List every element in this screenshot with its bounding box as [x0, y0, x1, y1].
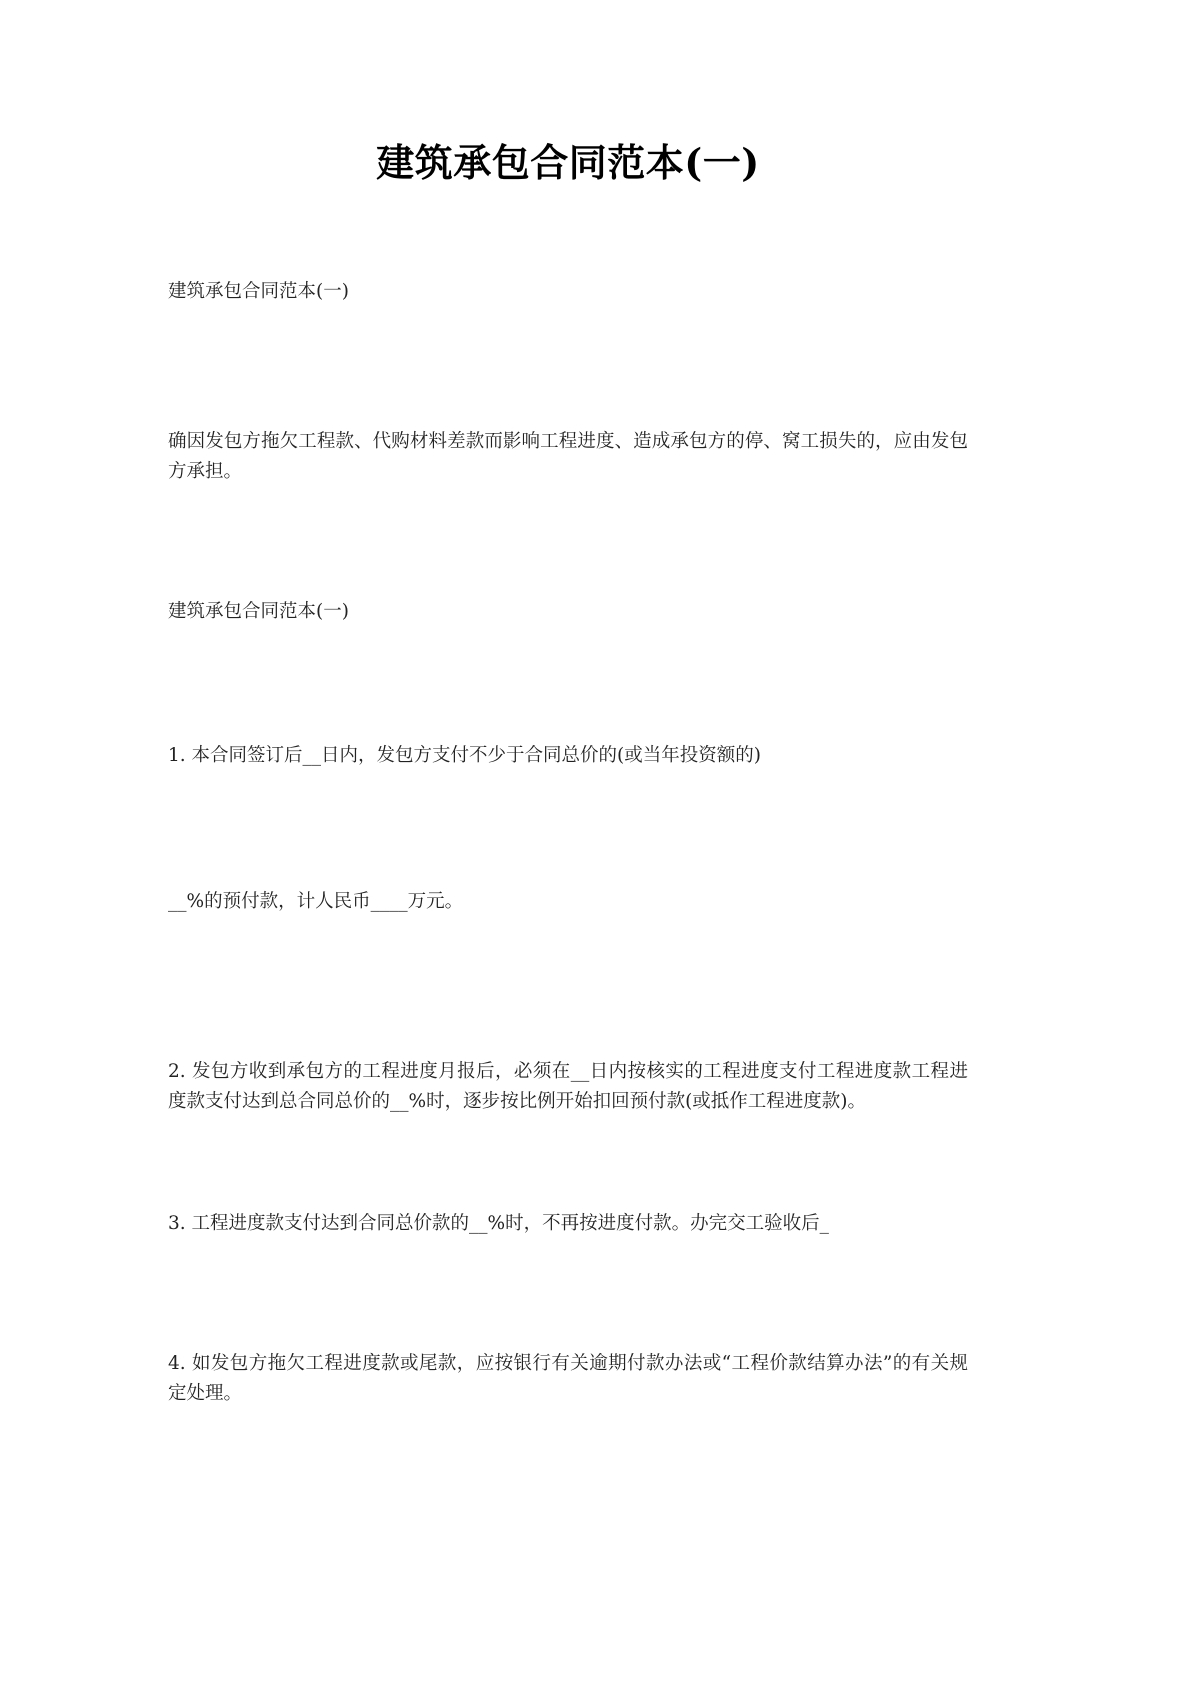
paragraph-clause-3: 3. 工程进度款支付达到合同总价款的__%时，不再按进度付款。办完交工验收后_	[168, 1212, 829, 1234]
paragraph-clause-1: 1. 本合同签订后__日内，发包方支付不少于合同总价的(或当年投资额的)	[168, 744, 761, 766]
paragraph-clause-intro: 确因发包方拖欠工程款、代购材料差款而影响工程进度、造成承包方的停、窝工损失的，应由发包方承担。	[168, 430, 968, 482]
paragraph-heading-repeat-1: 建筑承包合同范本(一)	[168, 280, 349, 302]
page-title: 建筑承包合同范本(一)	[376, 140, 760, 185]
paragraph-clause-1-continued: __%的预付款，计人民币____万元。	[168, 890, 464, 912]
paragraph-clause-2: 2. 发包方收到承包方的工程进度月报后，必须在__日内按核实的工程进度支付工程进度款工程进度款支付达到总合同总价的__%时，逐步按比例开始扣回预付款(或抵作工程进度款)。	[168, 1060, 968, 1112]
paragraph-clause-4: 4. 如发包方拖欠工程进度款或尾款，应按银行有关逾期付款办法或“工程价款结算办法”的有关规定处理。	[168, 1352, 968, 1404]
paragraph-heading-repeat-2: 建筑承包合同范本(一)	[168, 600, 349, 622]
